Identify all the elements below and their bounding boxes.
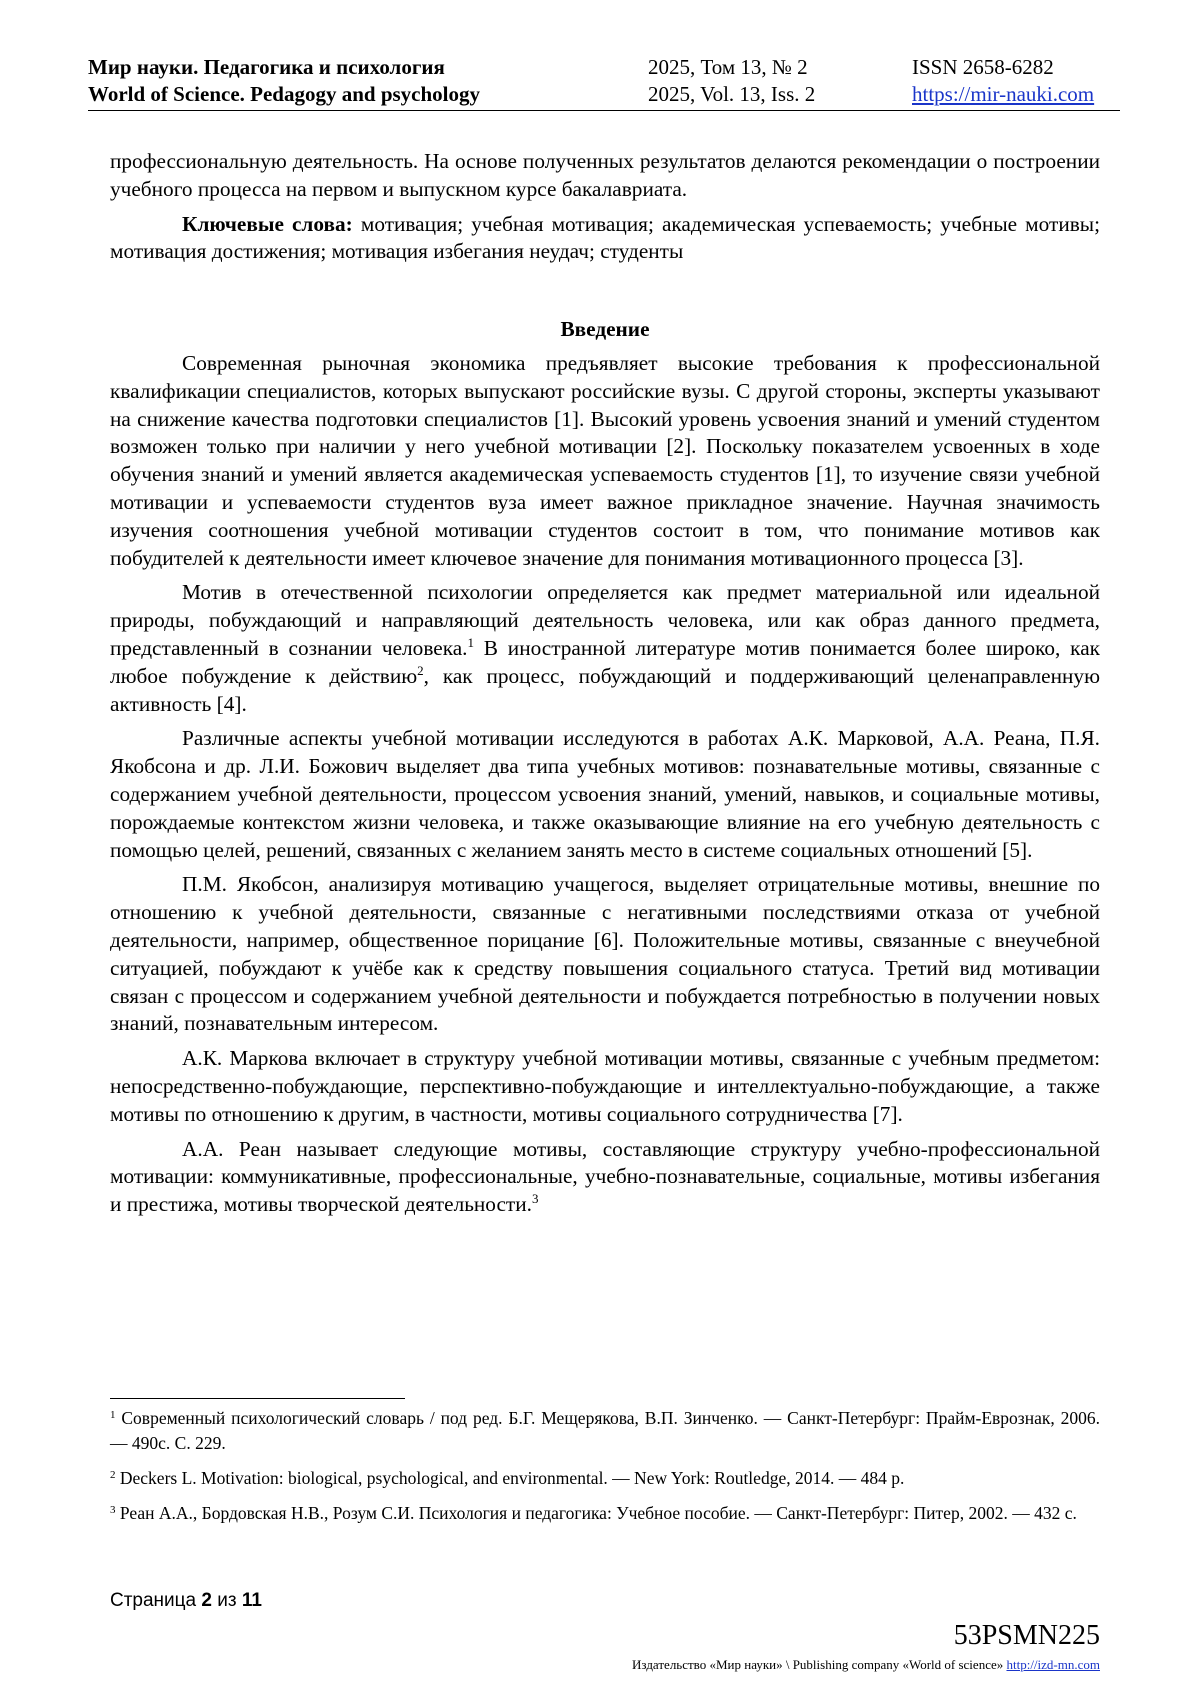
page-of: из xyxy=(217,1590,237,1611)
paragraph-4: П.М. Якобсон, анализируя мотивацию учащегося, выделяет отрицательные мотивы, внешние по отношению к учебной деятельности, связанные с негативными последствиями отказа от учебной деятельности, например, общественное порицание [6]. Положительные мотивы, связанные с внеучебной ситуацией, побуждают к учёбе как к средству повышения социального статуса. Третий вид мотивации связан с процессом и содержанием учебной деятельности и побуждается потребностью в получении новых знаний, познавательным интересом. xyxy=(110,872,1100,1036)
footnote-ref-3[interactable]: 3 xyxy=(531,1191,539,1207)
paragraph-6 xyxy=(110,1136,1100,1219)
paragraph-6-text: А.А. Реан называет следующие мотивы, составляющие структуру учебно-профессиональной мотивации: коммуникативные, профессиональные, учебно-познавательные, социальные, мотивы избегания и престижа, мотивы творческой деятельности. xyxy=(110,1136,1100,1217)
journal-title xyxy=(88,54,480,108)
footnote-ref-1[interactable]: 1 xyxy=(467,634,474,650)
paragraph-2-part-c: , как процесс, побуждающий и поддерживающий целенаправленную активность [4]. xyxy=(110,663,1100,716)
article-body xyxy=(110,148,1100,1219)
footnote-2-text: Deckers L. Motivation: biological, psychological, and environmental. — New York: Routledge, 2014. — 484 p. xyxy=(115,1468,905,1488)
issue-info-ru: 2025, Том 13, № 2 xyxy=(648,55,808,79)
issn-block xyxy=(912,54,1094,108)
publisher-link[interactable]: http://izd-mn.com xyxy=(1006,1657,1100,1672)
footnote-3 xyxy=(110,1501,1100,1526)
page-label: Страница xyxy=(110,1590,197,1611)
journal-title-en: World of Science. Pedagogy and psychology xyxy=(88,82,481,106)
paragraph-2-part-a: Мотив в отечественной психологии определяется как предмет материальной или идеальной природы, побуждающий и направляющий деятельность человека, или как образ данного предмета, представленный в сознании человека. xyxy=(110,580,1100,660)
footnote-1-num: 1 xyxy=(110,1409,116,1421)
journal-title-ru: Мир науки. Педагогика и психология xyxy=(88,55,445,79)
footnote-2-num: 2 xyxy=(110,1469,116,1481)
article-code: 53PSMN225 xyxy=(953,1620,1100,1651)
journal-site-link[interactable]: https://mir-nauki.com xyxy=(912,82,1095,106)
journal-header xyxy=(88,54,1120,110)
footnotes xyxy=(110,1406,1100,1536)
keywords-label: Ключевые слова: xyxy=(182,211,353,236)
paragraph-3: Различные аспекты учебной мотивации исследуются в работах А.К. Марковой, А.А. Реана, П.Я. Якобсона и др. Л.И. Божович выделяет два типа учебных мотивов: познавательные мотивы, связанные с содержанием учебной деятельности, процессом усвоения знаний, умений, навыков, и социальные мотивы, порождаемые контекстом жизни человека, и также оказывающие влияние на его учебную деятельность с помощью целей, решений, связанных с желанием занять место в системе социальных отношений [5]. xyxy=(110,726,1100,862)
paragraph-1: Современная рыночная экономика предъявляет высокие требования к профессиональной квалификации специалистов, которых выпускают российские вузы. С другой стороны, эксперты указывают на снижение качества подготовки специалистов [1]. Высокий уровень усвоения знаний и умений студентом возможен только при наличии у него учебной мотивации [2]. Поскольку показателем усвоенных в ходе обучения знаний и умений является академическая успеваемость студентов [1], то изучение связи учебной мотивации и успеваемости студентов вуза имеет важное прикладное значение. Научная значимость изучения соотношения учебной мотивации студентов состоит в том, что понимание мотивов как побудителей к деятельности имеет ключевое значение для понимания мотивационного процесса [3]. xyxy=(110,350,1100,570)
section-title: Введение xyxy=(560,317,650,342)
page-total: 11 xyxy=(241,1590,262,1611)
footnote-divider xyxy=(110,1398,405,1399)
footnote-1-text: Современный психологический словарь / под ред. Б.Г. Мещерякова, В.П. Зинченко. — Санкт-Петербург: Прайм-Еврознак, 2006. — 490с. С. 229. xyxy=(110,1408,1100,1453)
issue-info-en: 2025, Vol. 13, Iss. 2 xyxy=(648,82,816,106)
issn: ISSN 2658-6282 xyxy=(912,55,1054,79)
footnote-1 xyxy=(110,1406,1100,1456)
paragraph-5: А.К. Маркова включает в структуру учебной мотивации мотивы, связанные с учебным предметом: непосредственно-побуждающие, перспективно-побуждающие и интеллектуально-побуждающие, а также мотивы по отношению к другим, в частности, мотивы социального сотрудничества [7]. xyxy=(110,1046,1100,1126)
abstract-end: профессиональную деятельность. На основе полученных результатов делаются рекомендации о построении учебного процесса на первом и выпускном курсе бакалавриата. xyxy=(110,149,1100,201)
footnote-ref-2[interactable]: 2 xyxy=(417,662,424,678)
header-divider xyxy=(88,110,1120,111)
footnote-2 xyxy=(110,1466,1100,1491)
keywords-text: мотивация; учебная мотивация; академическая успеваемость; учебные мотивы; мотивация достижения; мотивация избегания неудач; студенты xyxy=(110,211,1101,264)
paragraph-2-part-b: В иностранной литературе мотив понимается более широко, как любое побуждение к действию xyxy=(110,635,1100,688)
keywords xyxy=(110,211,1100,267)
page-number xyxy=(110,1590,262,1612)
page-current: 2 xyxy=(201,1590,212,1611)
footnote-3-num: 3 xyxy=(110,1504,116,1516)
publisher-text: Издательство «Мир науки» \ Publishing company «World of science» xyxy=(632,1657,1007,1672)
issue-info xyxy=(648,54,815,108)
publisher-line xyxy=(632,1657,1100,1673)
paragraph-2 xyxy=(110,579,1100,718)
footnote-3-text: Реан А.А., Бордовская Н.В., Розум С.И. Психология и педагогика: Учебное пособие. — Санкт-Петербург: Питер, 2002. — 432 с. xyxy=(115,1503,1077,1523)
